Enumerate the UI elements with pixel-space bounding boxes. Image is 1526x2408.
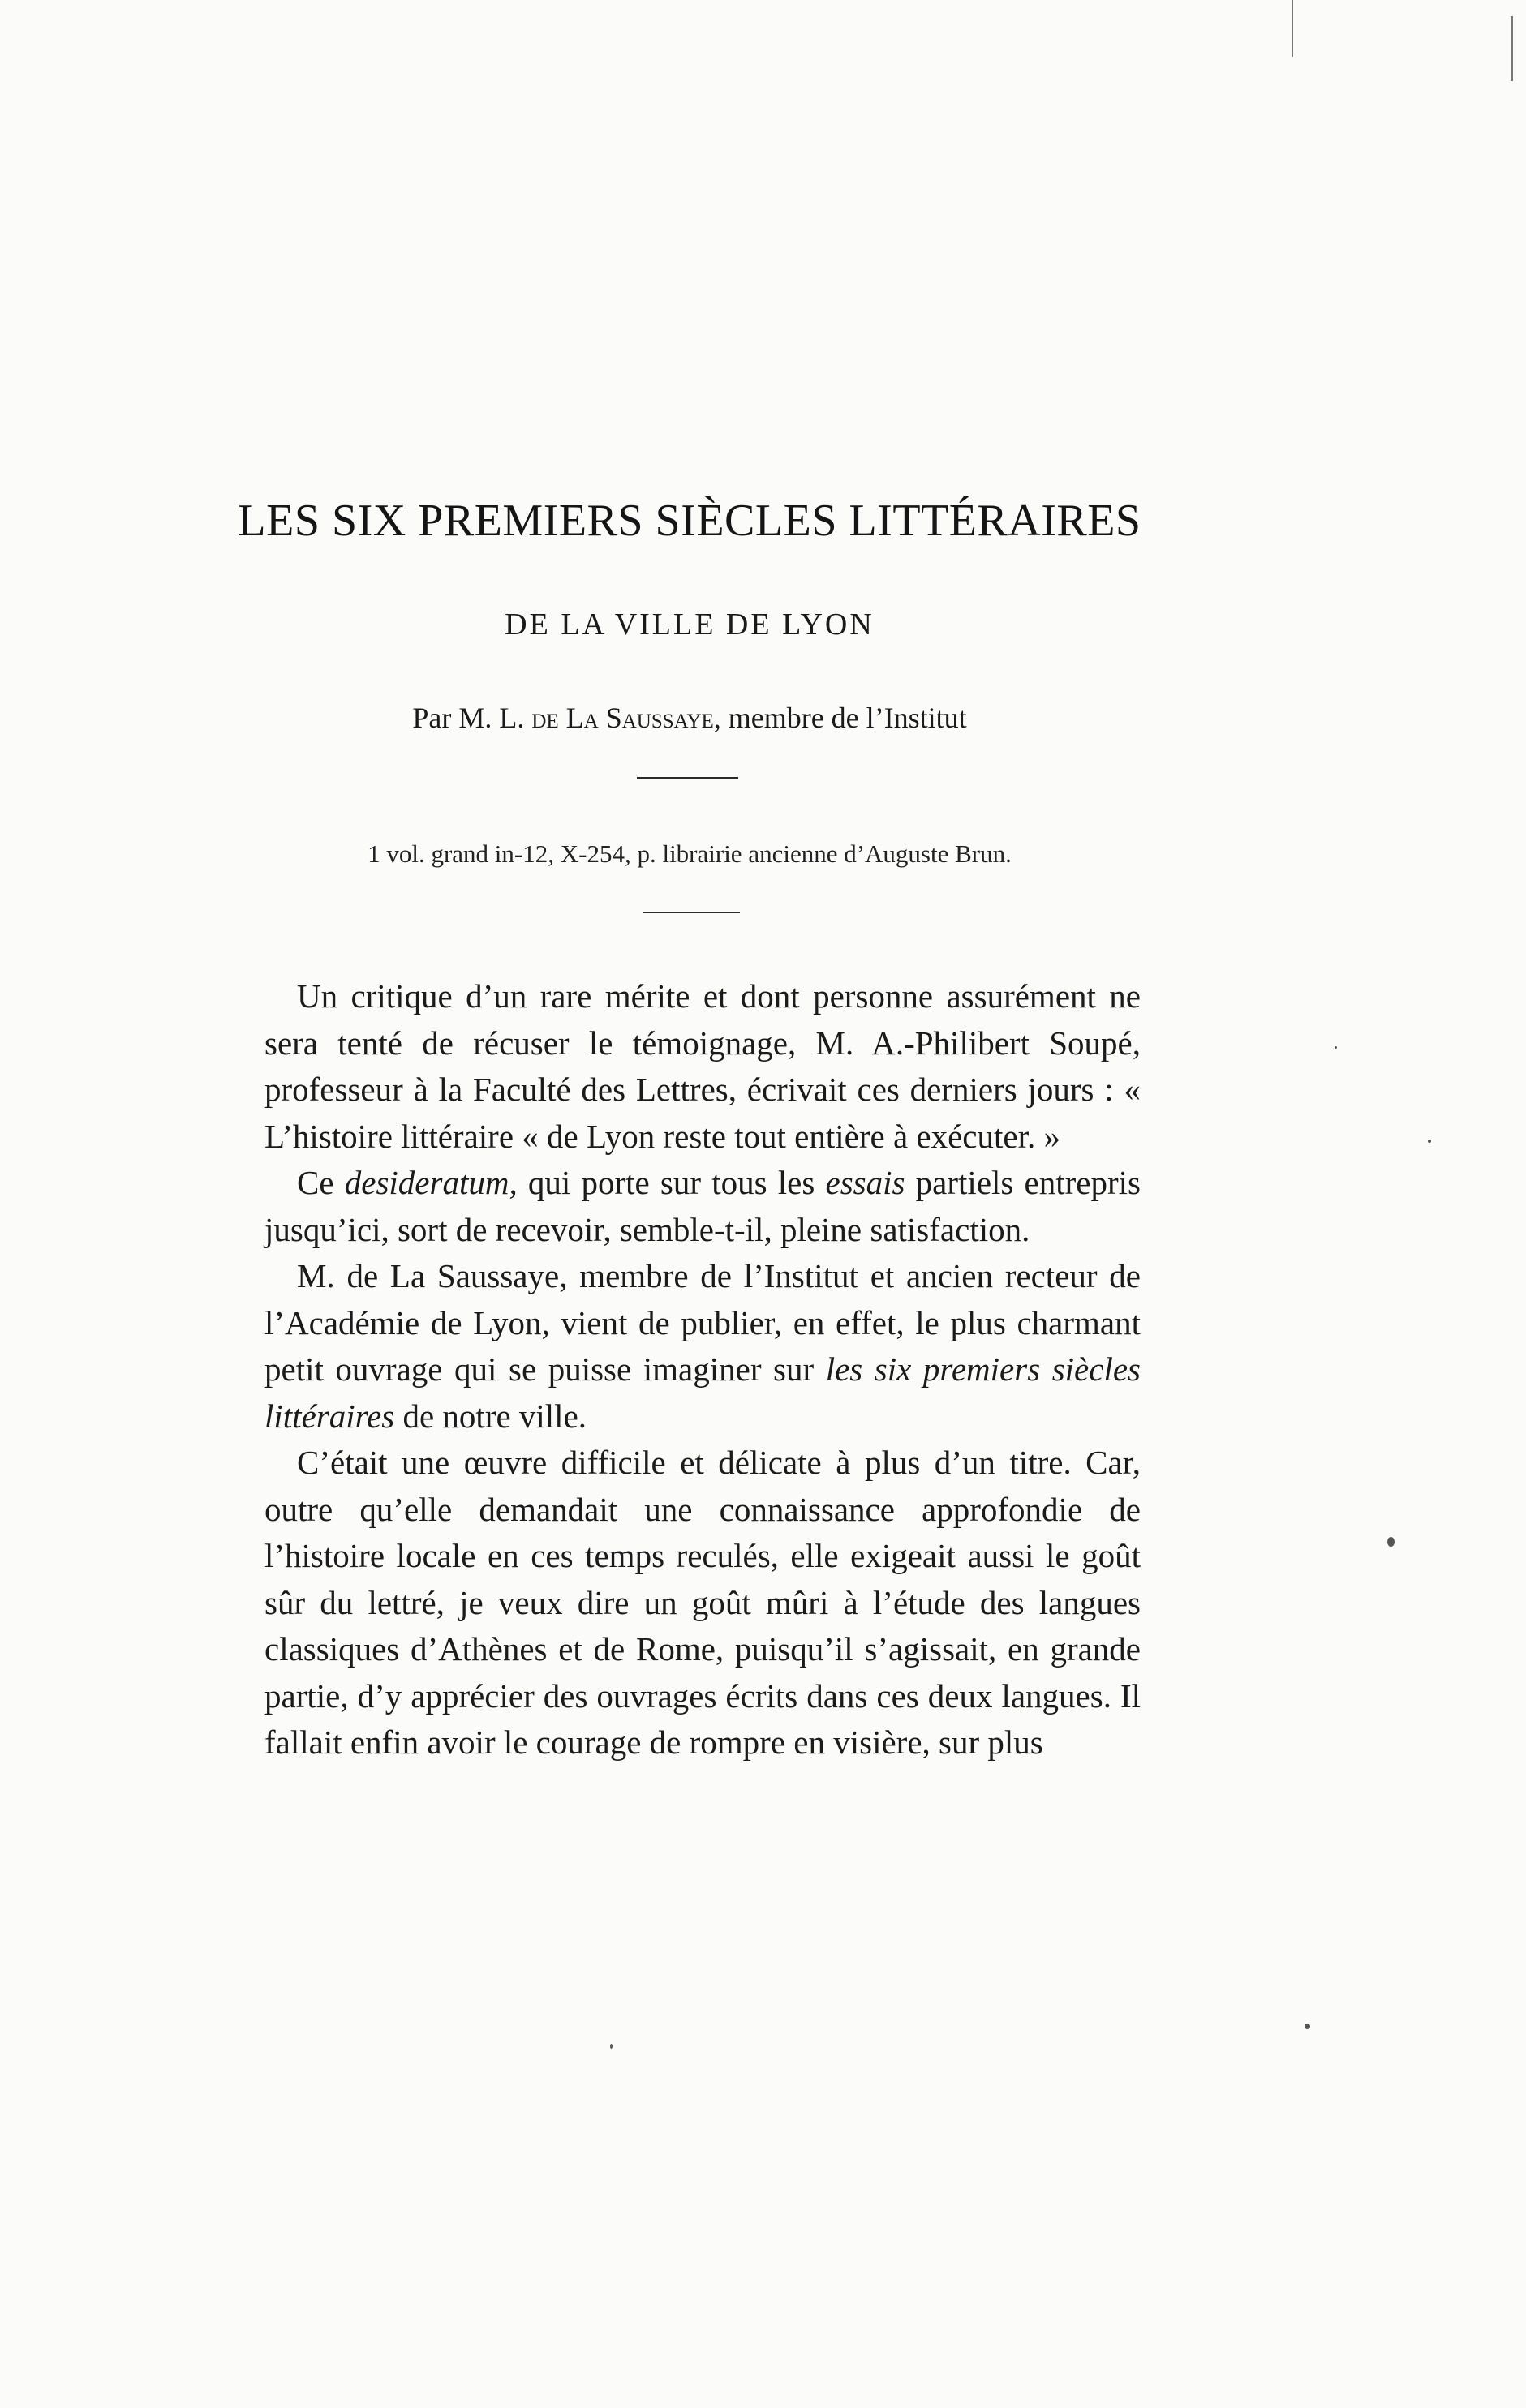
scan-speck — [1305, 2024, 1310, 2029]
document-subtitle: DE LA VILLE DE LYON — [505, 607, 875, 642]
scan-speck — [1387, 1537, 1395, 1547]
author-name: La Saussaye — [565, 702, 714, 734]
separator-rule — [637, 777, 738, 779]
italic-text: les six premiers siècles littéraires — [264, 1350, 1141, 1435]
author-suffix: , membre de l’Institut — [713, 702, 967, 734]
text-run: partiels entrepris jusqu’ici, sort de recevoir, semble-t-il, pleine satisfaction. — [264, 1164, 1141, 1248]
text-run: de notre ville. — [394, 1397, 587, 1435]
document-title: LES SIX PREMIERS SIÈCLES LITTÉRAIRES — [238, 496, 1141, 546]
author-line — [0, 701, 1379, 735]
text-run: M. de La Saussaye, membre de l’Institut et ancien recteur de l’Académie de Lyon, vient de publier, en effet, le plus charmant petit ouvrage qui se puisse imaginer sur — [264, 1257, 1141, 1388]
publication-info: 1 vol. grand in-12, X-254, p. librairie ancienne d’Auguste Brun. — [368, 839, 1012, 868]
text-run: qui porte sur tous les — [517, 1164, 826, 1201]
paragraph — [264, 1160, 1141, 1253]
body-text — [264, 973, 1141, 1766]
paragraph: C’était une œuvre difficile et délicate à plus d’un titre. Car, outre qu’elle demandait une connaissance approfondie de l’histoire locale en ces temps reculés, elle exigeait aussi le goût sûr du lettré, je veux dire un goût mûri à l’étude des langues classiques d’Athènes et de Rome, puisqu’il s’agissait, en grande partie, d’y apprécier des ouvrages écrits dans ces deux langues. Il fallait enfin avoir le courage de rompre en visière, sur plus — [264, 1444, 1141, 1761]
author-prefix: Par M. L. — [412, 702, 532, 734]
scan-edge-mark — [1511, 16, 1513, 81]
text-run: Ce — [297, 1164, 345, 1201]
italic-text: essais — [825, 1164, 905, 1201]
italic-text: desideratum, — [344, 1164, 518, 1201]
scan-edge-mark — [1292, 0, 1293, 57]
separator-rule — [643, 912, 740, 913]
scan-speck — [1428, 1140, 1431, 1143]
scan-speck — [1335, 1046, 1337, 1049]
paragraph: Un critique d’un rare mérite et dont personne assurément ne sera tenté de récuser le témoignage, M. A.-Philibert Soupé, professeur à la Faculté des Lettres, écrivait ces derniers jours : « L’histoire littéraire « de Lyon reste tout entière à exécuter. » — [264, 977, 1141, 1155]
paragraph — [264, 1253, 1141, 1440]
author-particle: de — [531, 702, 559, 734]
scan-speck — [610, 2044, 613, 2049]
